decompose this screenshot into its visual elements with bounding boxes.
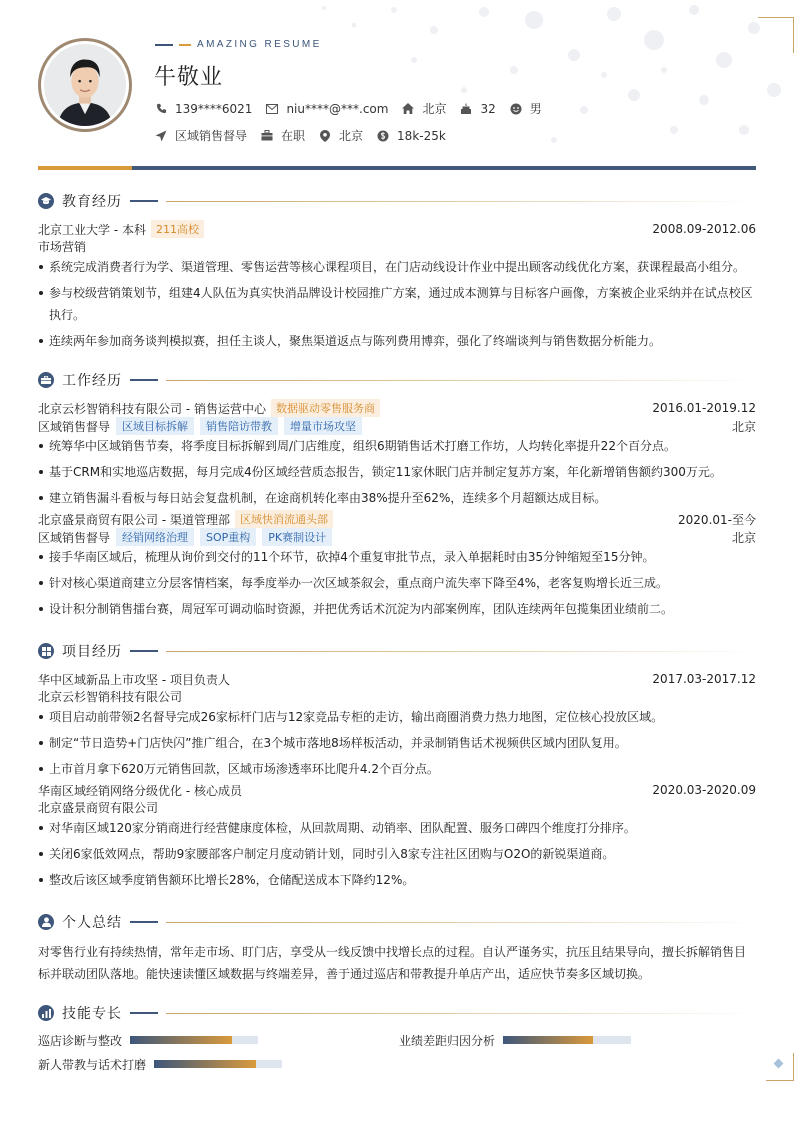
skill-tag: 销售陪访带教 — [200, 417, 278, 435]
skill-tag: 增量市场攻坚 — [284, 417, 362, 435]
job-role: 区域销售督导 — [38, 419, 111, 434]
school-name: 北京工业大学 - 本科 — [38, 222, 146, 237]
list-item: 制定“节日造势+门店快闪”推广组合，在3个城市落地8场样板活动，并录制销售话术视频供区域内团队复用。 — [38, 732, 756, 754]
list-item: 关闭6家低效网点，帮助9家腰部客户制定月度动销计划，同时引入8家专注社区团购与O2O的新锐渠道商。 — [38, 843, 756, 865]
section-title: 工作经历 — [62, 373, 122, 389]
education-date: 2008.09-2012.06 — [652, 222, 756, 236]
section-title: 教育经历 — [62, 194, 122, 210]
location-text: 北京 — [339, 129, 364, 143]
project-date: 2020.03-2020.09 — [652, 783, 756, 797]
skill-item — [38, 1056, 399, 1072]
header-divider — [38, 166, 756, 170]
info-position — [155, 127, 247, 144]
skills-grid — [38, 1032, 756, 1072]
job-date: 2020.01-至今 — [678, 512, 756, 527]
skill-tag: SOP重构 — [200, 528, 256, 546]
major: 市场营销 — [38, 240, 87, 254]
resume-header — [38, 36, 756, 166]
location-icon — [319, 130, 331, 142]
summary-section — [38, 912, 756, 985]
project-entry — [38, 670, 756, 780]
skill-bar — [503, 1036, 631, 1044]
section-line-fade — [166, 201, 756, 202]
corner-decoration-top — [758, 17, 794, 53]
briefcase-icon — [38, 372, 54, 388]
education-entry-head — [38, 220, 756, 238]
section-line — [130, 200, 158, 202]
grid-icon — [38, 643, 54, 659]
skill-bar — [154, 1060, 282, 1068]
company-name: 北京云杉智销科技有限公司 - 销售运营中心 — [38, 401, 266, 416]
skill-name: 业绩差距归因分析 — [399, 1033, 496, 1048]
info-salary — [377, 129, 446, 143]
gender-text: 男 — [529, 102, 542, 116]
salary-text: 18k-25k — [397, 128, 446, 143]
candidate-name: 牛敬业 — [154, 65, 224, 90]
graduation-cap-icon — [38, 193, 54, 209]
job-city: 北京 — [731, 530, 756, 545]
info-email — [266, 102, 388, 116]
company-tag: 区域快消流通头部 — [235, 510, 333, 528]
info-phone — [155, 102, 252, 116]
job-entry — [38, 399, 756, 509]
list-item: 统筹华中区域销售节奏，将季度目标拆解到周/门店维度，组织6期销售话术打磨工作坊，人均转化率提升22个百分点。 — [38, 435, 756, 457]
list-item: 上市首月拿下620万元销售回款，区域市场渗透率环比爬升4.2个百分点。 — [38, 758, 756, 780]
corner-decoration-bottom — [766, 1053, 794, 1081]
list-item: 接手华南区域后，梳理从询价到交付的11个环节，砍掉4个重复审批节点，录入单据耗时由35分钟缩短至15分钟。 — [38, 546, 756, 568]
projects-section — [38, 641, 756, 895]
divider-accent — [38, 166, 132, 170]
list-item: 系统完成消费者行为学、渠道管理、零售运营等核心课程项目，在门店动线设计作业中提出顾客动线优化方案，获课程最高小组分。 — [38, 256, 756, 278]
work-section — [38, 370, 756, 624]
job-intent-row — [155, 127, 460, 144]
phone-text: 139****6021 — [175, 101, 253, 116]
list-item: 参与校级营销策划节，组建4人队伍为真实快消品牌设计校园推广方案，通过成本测算与目标客户画像，方案被企业采纳并在试点校区执行。 — [38, 282, 756, 326]
project-head — [38, 781, 756, 799]
job-role: 区域销售督导 — [38, 530, 111, 545]
money-icon — [377, 130, 389, 142]
job-bullets — [38, 435, 756, 509]
info-status — [261, 127, 305, 144]
section-line-fade — [166, 1013, 756, 1014]
section-title: 技能专长 — [62, 1006, 122, 1022]
section-title: 个人总结 — [62, 915, 122, 931]
section-line — [130, 379, 158, 381]
list-item: 项目启动前带领2名督导完成26家标杆门店与12家竞品专柜的走访，输出商圈消费力热力地图，定位核心投放区域。 — [38, 706, 756, 728]
avatar — [38, 38, 132, 132]
company-name: 北京盛景商贸有限公司 - 渠道管理部 — [38, 512, 230, 527]
list-item: 连续两年参加商务谈判模拟赛，担任主谈人，聚焦渠道返点与陈列费用博弈，强化了终端谈判与销售数据分析能力。 — [38, 330, 756, 352]
skill-name: 巡店诊断与整改 — [38, 1033, 123, 1048]
skill-tag: 区域目标拆解 — [116, 417, 194, 435]
section-line-fade — [166, 922, 756, 923]
section-line-fade — [166, 651, 756, 652]
skill-bar-fill — [154, 1060, 256, 1068]
list-item: 对华南区域120家分销商进行经营健康度体检，从回款周期、动销率、团队配置、服务口碑四个维度打分排序。 — [38, 817, 756, 839]
section-header — [38, 641, 756, 661]
section-header — [38, 191, 756, 211]
project-head — [38, 670, 756, 688]
list-item: 整改后该区域季度销售额环比增长28%，仓储配送成本下降约12%。 — [38, 869, 756, 891]
summary-text: 对零售行业有持续热情，常年走市场、盯门店，享受从一线反馈中找增长点的过程。自认严谨务实，抗压且结果导向，擅长拆解销售目标并联动团队落地。能快速读懂区域数据与终端差异，善于通过巡店和带教提升单店产出，适应快节奏多区域切换。 — [38, 945, 747, 981]
skill-bar-fill — [130, 1036, 232, 1044]
section-title: 项目经历 — [62, 644, 122, 660]
brand-dash — [155, 44, 173, 46]
skill-item — [38, 1032, 399, 1048]
project-org: 北京云杉智销科技有限公司 — [38, 690, 183, 704]
briefcase-icon — [261, 130, 273, 142]
section-line — [130, 921, 158, 923]
education-section — [38, 191, 756, 356]
list-item: 建立销售漏斗看板与每日站会复盘机制，在途商机转化率由38%提升至62%，连续多个月超额达成目标。 — [38, 487, 756, 509]
info-gender — [510, 100, 542, 117]
list-item: 针对核心渠道商建立分层客情档案，每季度举办一次区域茶叙会，重点商户流失率下降至4%，老客复购增长近三成。 — [38, 572, 756, 594]
brand-tagline — [155, 39, 322, 50]
skill-item — [399, 1032, 756, 1048]
job-bullets — [38, 546, 756, 620]
job-city: 北京 — [731, 419, 756, 434]
project-bullets — [38, 706, 756, 780]
school-tag: 211高校 — [151, 220, 204, 238]
brand-text: AMAZING RESUME — [197, 39, 322, 50]
info-age — [460, 102, 495, 116]
section-line — [130, 650, 158, 652]
user-icon — [38, 914, 54, 930]
age-text: 32 — [480, 101, 496, 116]
job-head — [38, 399, 756, 417]
divider-main — [132, 166, 756, 170]
job-subrow — [38, 528, 756, 546]
contact-row — [155, 100, 556, 117]
skill-bar — [130, 1036, 258, 1044]
project-date: 2017.03-2017.12 — [652, 672, 756, 686]
section-header — [38, 370, 756, 390]
section-header — [38, 1003, 756, 1023]
mail-icon — [266, 103, 278, 115]
status-text: 在职 — [281, 129, 306, 143]
section-header — [38, 912, 756, 932]
project-org: 北京盛景商贸有限公司 — [38, 801, 159, 815]
section-line — [130, 1012, 158, 1014]
skills-section — [38, 1003, 756, 1072]
email-text: niu****@***.com — [286, 101, 389, 116]
job-head — [38, 510, 756, 528]
skill-tag: 经销网络治理 — [116, 528, 194, 546]
phone-icon — [155, 103, 167, 115]
job-entry — [38, 510, 756, 620]
list-item: 设计积分制销售擂台赛，周冠军可调动临时资源，并把优秀话术沉淀为内部案例库，团队连续两年包揽集团业绩前二。 — [38, 598, 756, 620]
brand-dash-accent — [179, 44, 191, 46]
project-name: 华南区域经销网络分级优化 - 核心成员 — [38, 783, 242, 798]
position-text: 区域销售督导 — [175, 129, 248, 143]
chart-icon — [38, 1005, 54, 1021]
skill-tag: PK赛制设计 — [262, 528, 332, 546]
skill-name: 新人带教与话术打磨 — [38, 1057, 147, 1072]
info-location — [319, 127, 363, 144]
education-bullets — [38, 256, 756, 352]
send-icon — [155, 130, 167, 142]
project-entry — [38, 781, 756, 891]
job-date: 2016.01-2019.12 — [652, 401, 756, 415]
skill-bar-fill — [503, 1036, 593, 1044]
job-subrow — [38, 417, 756, 435]
home-icon — [402, 103, 414, 115]
portrait-photo — [44, 44, 126, 126]
city-text: 北京 — [422, 102, 447, 116]
project-bullets — [38, 817, 756, 891]
list-item: 基于CRM和实地巡店数据，每月完成4份区域经营质态报告，锁定11家休眠门店并制定复苏方案，年化新增销售额约300万元。 — [38, 461, 756, 483]
project-name: 华中区域新品上市攻坚 - 项目负责人 — [38, 672, 230, 687]
section-line-fade — [166, 380, 756, 381]
smile-icon — [510, 103, 522, 115]
cake-icon — [460, 103, 472, 115]
info-city — [402, 100, 446, 117]
company-tag: 数据驱动零售服务商 — [271, 399, 380, 417]
